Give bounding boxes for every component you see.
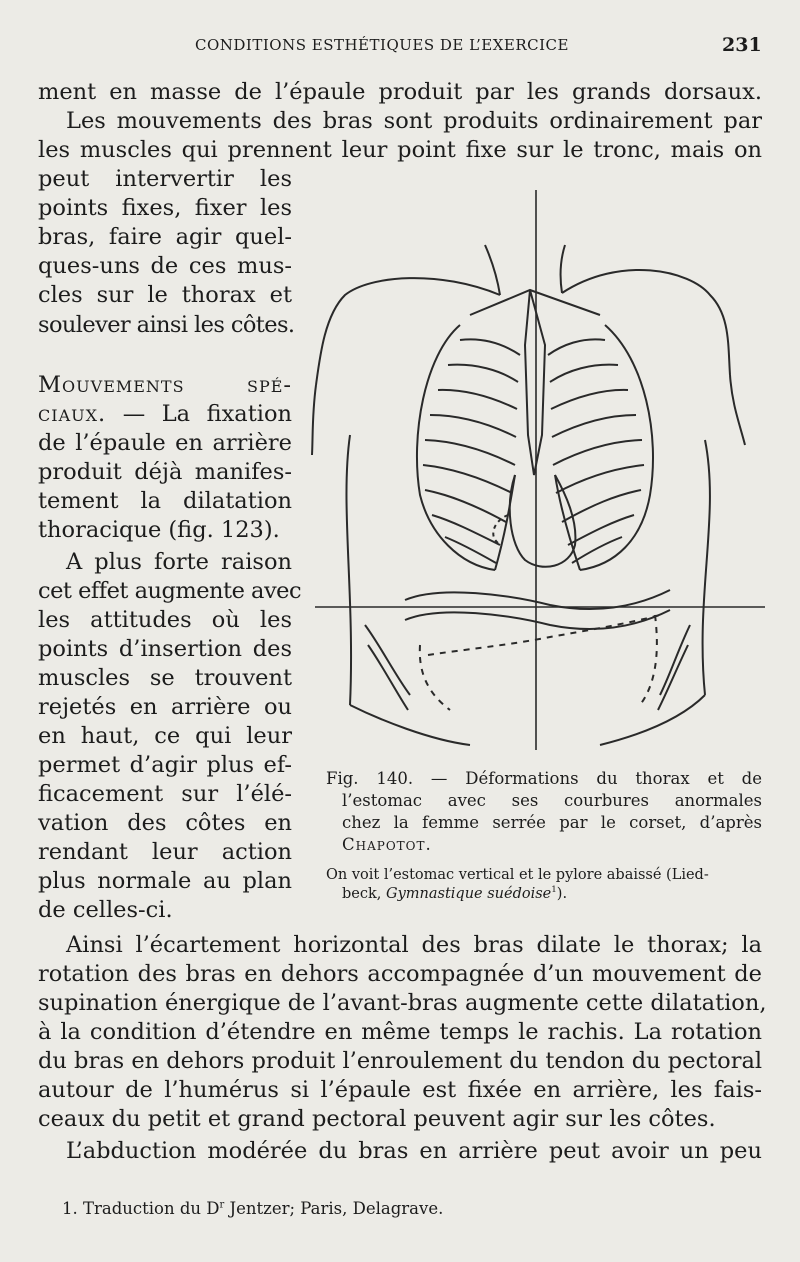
column-line: thoracique (fig. 123). (38, 517, 280, 543)
column-line: cet effet augmente avec (38, 578, 302, 604)
column-line: ficacement sur l’élé- (38, 781, 292, 807)
text-line: supination énergique de l’avant-bras augmente cette dilatation, (38, 990, 767, 1016)
text-line: rotation des bras en dehors accompagnée d’un mouvement de (38, 961, 762, 987)
footnote-sup: r (219, 1199, 225, 1211)
column-line: de celles-ci. (38, 897, 173, 923)
column-line: bras, faire agir quel- (38, 224, 292, 250)
figure-note-text: beck, (342, 886, 386, 902)
running-head (0, 34, 800, 58)
column-line: plus normale au plan (38, 868, 292, 894)
text-line: Les mouvements des bras sont produits ordinairement par (66, 108, 762, 134)
column-line: les attitudes où les (38, 607, 292, 633)
figure-caption-author: Chapotot. (342, 835, 432, 854)
footnote-text: Jentzer; Paris, Delagrave. (224, 1199, 444, 1218)
thorax-illustration (310, 175, 770, 755)
footnote-text: 1. Traduction du D (62, 1199, 220, 1218)
figure-caption-line: l’estomac avec ses courbures anormales (342, 791, 762, 810)
figure-note-text: ). (556, 886, 568, 902)
column-line: produit déjà manifes- (38, 459, 292, 485)
column-line: peut intervertir les (38, 166, 292, 192)
figure-caption-line: Fig. 140. — Déformations du thorax et de (326, 769, 762, 788)
running-title: CONDITIONS ESTHÉTIQUES DE L’EXERCICE (195, 36, 569, 54)
section-heading-cont: ciaux. (38, 401, 107, 427)
section-heading-line (38, 399, 292, 429)
column-line: tement la dilatation (38, 488, 292, 514)
column-line: cles sur le thorax et (38, 282, 292, 308)
footnote (62, 1198, 443, 1220)
column-line: vation des côtes en (38, 810, 292, 836)
column-line: en haut, ce qui leur (38, 723, 292, 749)
figure-caption-line: chez la femme serrée par le corset, d’après (342, 813, 762, 832)
section-heading-line (38, 370, 292, 400)
figure-note-line: On voit l’estomac vertical et le pylore abaissé (Lied- (326, 867, 709, 883)
text-line: ment en masse de l’épaule produit par les grands dorsaux. (38, 79, 762, 105)
figure-note-italic: Gymnastique suédoise (386, 886, 552, 902)
text-line: autour de l’humérus si l’épaule est fixée en arrière, les fais- (38, 1077, 762, 1103)
text-line: du bras en dehors produit l’enroulement du tendon du pectoral (38, 1048, 763, 1074)
section-first-line: — La fixation (106, 401, 292, 427)
figure-caption-line (342, 834, 778, 855)
figure-note-line (342, 885, 778, 904)
column-line: ques-uns de ces mus- (38, 253, 292, 279)
text-line: Ainsi l’écartement horizontal des bras dilate le thorax; la (66, 932, 762, 958)
section-heading: Mouvements spé- (38, 372, 292, 398)
text-line: L’abduction modérée du bras en arrière peut avoir un peu (66, 1138, 762, 1164)
figure-note-footnote-ref: 1 (551, 885, 557, 896)
column-line: rendant leur action (38, 839, 292, 865)
column-line: permet d’agir plus ef- (38, 752, 292, 778)
text-line: ceaux du petit et grand pectoral peuvent agir sur les côtes. (38, 1106, 716, 1132)
column-line: points fixes, fixer les (38, 195, 292, 221)
column-line: A plus forte raison (66, 549, 292, 575)
page-number: 231 (722, 34, 762, 56)
column-line: points d’insertion des (38, 636, 292, 662)
column-line: muscles se trouvent (38, 665, 292, 691)
text-line: à la condition d’étendre en même temps le rachis. La rotation (38, 1019, 762, 1045)
column-line: de l’épaule en arrière (38, 430, 292, 456)
column-line: soulever ainsi les côtes. (38, 312, 295, 338)
column-line: rejetés en arrière ou (38, 694, 292, 720)
text-line: les muscles qui prennent leur point fixe sur le tronc, mais on (38, 137, 762, 163)
